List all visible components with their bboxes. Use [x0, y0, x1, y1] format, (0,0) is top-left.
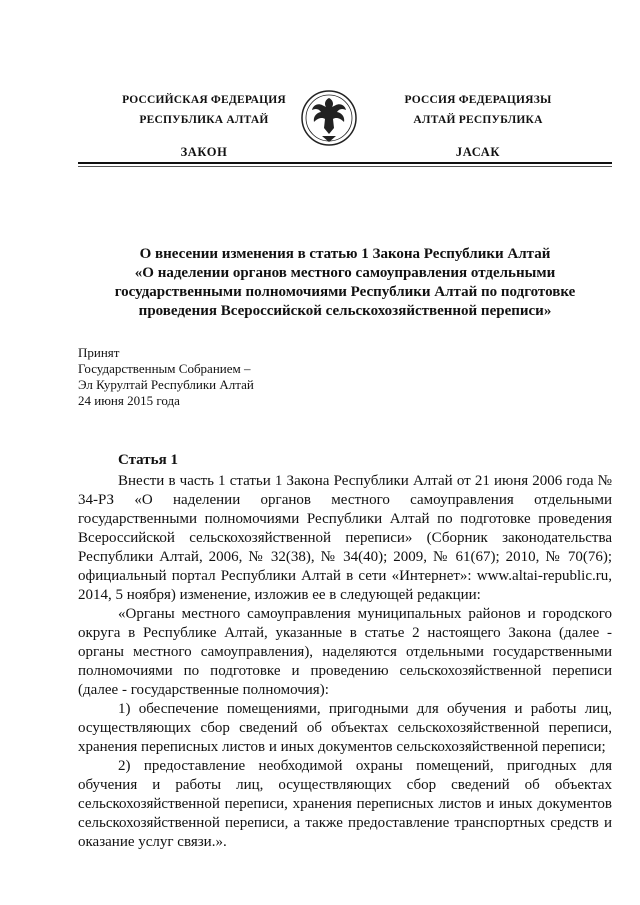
header-right-republic: АЛТАЙ РЕСПУБЛИКА — [413, 114, 543, 126]
law-title — [78, 245, 612, 321]
header-right-block — [378, 90, 578, 162]
article-paragraph: «Органы местного самоуправления муниципальных районов и городского округа в Республике Алтай, указанные в статье 2 настоящего Закона (далее - органы местного самоуправления), наделяются отдельными государственными полномочиями по подготовке и проведению сельскохозяйственной переписи (далее - государственные полномочия): — [78, 606, 612, 698]
header-right-country: РОССИЯ ФЕДЕРАЦИЯЗЫ — [404, 94, 552, 106]
adoption-line: Эл Курултай Республики Алтай — [78, 377, 254, 392]
law-title-line: «О наделении органов местного самоуправления отдельными — [134, 265, 556, 281]
article-paragraph: 2) предоставление необходимой охраны помещений, пригодных для обучения и работы лиц, осуществляющих сбор сведений об объектах сельскохозяйственной переписи, хранения переписных листов и иных документов сельскохозяйственной переписи, а также предоставление транспортных средств и оказание услуг связи.». — [78, 758, 612, 850]
article-body — [78, 472, 612, 852]
adoption-line: Государственным Собранием – — [78, 361, 251, 376]
coat-of-arms-emblem — [300, 86, 358, 150]
header-divider-thick — [78, 162, 612, 164]
article-paragraph: 1) обеспечение помещениями, пригодными для обучения и работы лиц, осуществляющих сбор сведений об объектах сельскохозяйственной переписи, хранения переписных листов и иных документов сельскохозяйственной переписи; — [78, 701, 612, 755]
adoption-info — [78, 345, 254, 409]
adoption-line: Принят — [78, 345, 120, 360]
adoption-date: 24 июня 2015 года — [78, 393, 180, 408]
header-left-law-label: ЗАКОН — [180, 145, 228, 159]
header-left-block — [104, 90, 304, 162]
header-divider-thin — [78, 166, 612, 167]
law-title-line: государственными полномочиями Республики Алтай по подготовке — [114, 284, 576, 300]
header-left-republic: РЕСПУБЛИКА АЛТАЙ — [139, 114, 269, 126]
law-title-line: проведения Всероссийской сельскохозяйственной переписи» — [138, 303, 552, 319]
header-left-country: РОССИЙСКАЯ ФЕДЕРАЦИЯ — [122, 94, 286, 106]
header-right-law-label: JАСАК — [455, 145, 501, 159]
article-heading: Статья 1 — [118, 452, 178, 468]
law-title-line: О внесении изменения в статью 1 Закона Республики Алтай — [139, 246, 551, 262]
article-paragraph: Внести в часть 1 статьи 1 Закона Республики Алтай от 21 июня 2006 года № 34-РЗ «О наделении органов местного самоуправления отдельными государственными полномочиями Республики Алтай по подготовке проведения Всероссийской сельскохозяйственной переписи» (Сборник законодательства Республики Алтай, 2006, № 32(38), № 34(40); 2009, № 61(67); 2010, № 70(76); официальный портал Республики Алтай в сети «Интернет»: www.altai-republic.ru, 2014, 5 ноября) изменение, изложив ее в следующей редакции: — [78, 473, 612, 603]
